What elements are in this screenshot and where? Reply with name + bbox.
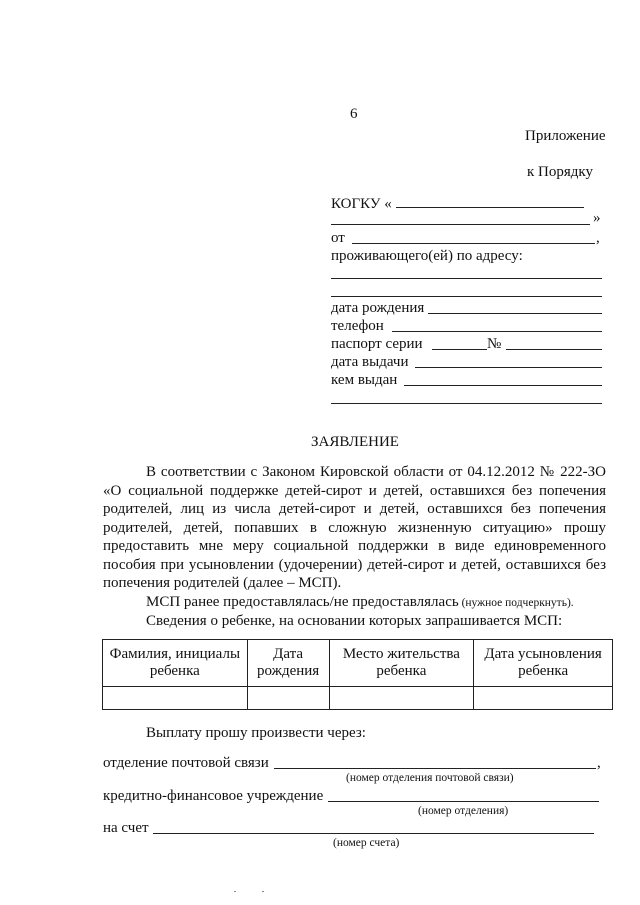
branch-note: (номер отделения) [418,805,509,817]
issued-by-line[interactable] [404,385,602,386]
account-note: (номер счета) [333,837,400,849]
statement-line: попечения родителей (далее – МСП). [103,575,342,591]
appendix-label: Приложение [525,128,606,144]
header-birth-date: Дата рождения [247,640,329,687]
issued-by-line-2[interactable] [331,403,602,404]
scan-speck [262,891,264,892]
msp-previous-text: МСП ранее предоставлялась/не предоставлялась [146,593,459,610]
post-office-comma: , [597,755,601,771]
statement-line: пособия при усыновлении (удочерении) детей-сирот и детей, оставшихся без [103,556,606,573]
credit-institution-line[interactable] [328,801,599,802]
kogku-name-line[interactable] [396,207,584,208]
cell-birth-date[interactable] [247,687,329,710]
statement-line: родителей, детей, попавших в сложную жизненную ситуацию» прошу [103,519,606,536]
passport-series-line[interactable] [432,349,487,350]
cell-adoption-date[interactable] [474,687,613,710]
closing-quote: » [593,210,601,226]
page-number: 6 [350,106,358,122]
statement-paragraph [103,463,606,631]
header-residence: Место жительства ребенка [329,640,474,687]
table-header-row [103,640,613,687]
msp-previous-line [103,593,606,613]
account-label: на счет [103,820,149,836]
statement-line: предоставить мне меру социальной поддержки в виде единовременного [103,538,606,554]
passport-series-label: паспорт серии [331,336,423,352]
kogku-label: КОГКУ « [331,196,392,212]
statement-line: родителей, лиц из числа детей-сирот и детей, оставшихся без попечения [103,501,606,517]
residing-label: проживающего(ей) по адресу: [331,248,523,264]
underline-note: (нужное подчеркнуть). [458,596,574,609]
header-child-name: Фамилия, инициалы ребенка [103,640,248,687]
header-adoption-date: Дата усыновления ребенка [474,640,613,687]
issued-by-label: кем выдан [331,372,398,388]
cell-residence[interactable] [329,687,474,710]
post-office-line[interactable] [274,768,596,769]
table-row [103,687,613,710]
account-line[interactable] [153,833,594,834]
phone-line[interactable] [392,331,602,332]
scan-speck [234,891,236,892]
payment-intro: Выплату прошу произвести через: [146,725,366,741]
phone-label: телефон [331,318,384,334]
from-label: от [331,230,345,246]
child-info-table [102,639,613,710]
issue-date-label: дата выдачи [331,354,409,370]
appendix-order-label: к Порядку [527,164,593,180]
birth-date-line[interactable] [428,313,602,314]
cell-child-name[interactable] [103,687,248,710]
statement-line: «О социальной поддержке детей-сирот и детей, оставшихся без попечения [103,482,606,499]
passport-number-sign: № [487,336,502,352]
passport-number-line[interactable] [506,349,602,350]
from-comma: , [596,230,600,246]
post-office-label: отделение почтовой связи [103,755,269,771]
statement-line: В соответствии с Законом Кировской области от 04.12.2012 № 222-ЗО [146,464,606,480]
address-line-2[interactable] [331,296,602,297]
post-office-note: (номер отделения почтовой связи) [346,772,514,784]
birth-date-label: дата рождения [331,300,425,316]
document-title: ЗАЯВЛЕНИЕ [311,434,399,450]
child-info-intro: Сведения о ребенке, на основании которых запрашивается МСП: [146,613,563,629]
kogku-name-line-2[interactable] [331,224,590,225]
address-line-1[interactable] [331,278,602,279]
from-name-line[interactable] [352,243,595,244]
issue-date-line[interactable] [415,367,602,368]
credit-institution-label: кредитно-финансовое учреждение [103,788,324,804]
